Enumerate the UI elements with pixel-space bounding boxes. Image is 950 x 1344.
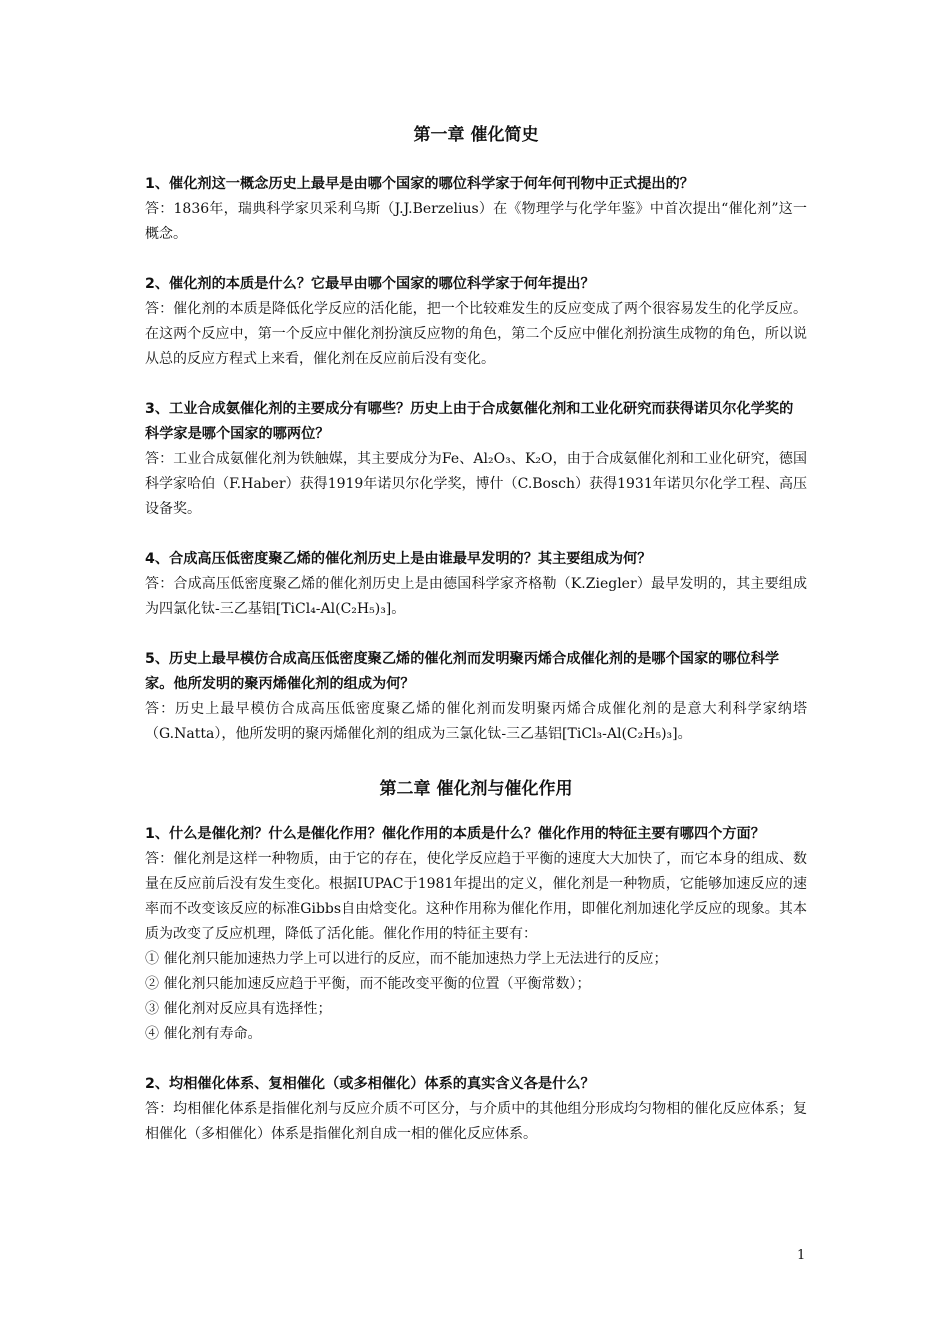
answer-3: 答：工业合成氨催化剂为铁触媒，其主要成分为Fe、Al₂O₃、K₂O，由于合成氨催化剂和工业化研究，德国科学家哈伯（F.Haber）获得1919年诺贝尔化学奖，博什（C.Bosch）获得1931年诺贝尔化学工程、高压设备奖。 — [145, 451, 807, 517]
feature-item-1: ① 催化剂只能加速热力学上可以进行的反应，而不能加速热力学上无法进行的反应； — [145, 951, 668, 967]
ch2-question-1: 1、什么是催化剂？什么是催化作用？催化作用的本质是什么？催化作用的特征主要有哪四个方面？ — [145, 826, 765, 842]
question-1: 1、催化剂这一概念历史上最早是由哪个国家的哪位科学家于何年何刊物中正式提出的？ — [145, 176, 694, 192]
feature-item-2: ② 催化剂只能加速反应趋于平衡，而不能改变平衡的位置（平衡常数）； — [145, 976, 591, 992]
answer-4: 答：合成高压低密度聚乙烯的催化剂历史上是由德国科学家齐格勒（K.Ziegler）最早发明的，其主要组成为四氯化钛-三乙基铝[TiCl₄-Al(C₂H₅)₃]。 — [145, 576, 807, 617]
question-3: 3、工业合成氨催化剂的主要成分有哪些？历史上由于合成氨催化剂和工业化研究而获得诺贝尔化学奖的科学家是哪个国家的哪两位？ — [145, 401, 794, 442]
ch2-question-2: 2、均相催化体系、复相催化（或多相催化）体系的真实含义各是什么？ — [145, 1076, 595, 1092]
ch2-answer-1: 答：催化剂是这样一种物质，由于它的存在，使化学反应趋于平衡的速度大大加快了，而它本身的组成、数量在反应前后没有发生变化。根据IUPAC于1981年提出的定义，催化剂是一种物质，它能够加速反应的速率而不改变该反应的标准Gibbs自由焓变化。这种作用称为催化作用，即催化剂加速化学反应的现象。其本质为改变了反应机理，降低了活化能。催化作用的特征主要有： — [145, 851, 807, 942]
answer-2: 答：催化剂的本质是降低化学反应的活化能，把一个比较难发生的反应变成了两个很容易发生的化学反应。在这两个反应中，第一个反应中催化剂扮演反应物的角色，第二个反应中催化剂扮演生成物的角色，所以说从总的反应方程式上来看，催化剂在反应前后没有变化。 — [145, 301, 807, 367]
ch2-qa-block-2 — [145, 1072, 807, 1147]
qa-block-3 — [145, 397, 807, 522]
answer-5: 答：历史上最早模仿合成高压低密度聚乙烯的催化剂而发明聚丙烯合成催化剂的是意大利科学家纳塔（G.Natta），他所发明的聚丙烯催化剂的组成为三氯化钛-三乙基铝[TiCl₃-Al(C₂H₅)₃]。 — [145, 701, 807, 742]
qa-block-5 — [145, 647, 807, 747]
chapter1-title: 第一章 催化简史 — [413, 125, 539, 145]
chapter2-title: 第二章 催化剂与催化作用 — [379, 779, 573, 799]
question-5: 5、历史上最早模仿合成高压低密度聚乙烯的催化剂而发明聚丙烯合成催化剂的是哪个国家的哪位科学家。他所发明的聚丙烯催化剂的组成为何？ — [145, 651, 780, 692]
qa-block-4 — [145, 547, 807, 622]
document-page — [145, 118, 807, 1172]
page-number: 1 — [797, 1248, 806, 1263]
ch2-answer-2: 答：均相催化体系是指催化剂与反应介质不可区分，与介质中的其他组分形成均匀物相的催化反应体系；复相催化（多相催化）体系是指催化剂自成一相的催化反应体系。 — [145, 1101, 807, 1142]
feature-item-3: ③ 催化剂对反应具有选择性； — [145, 1001, 332, 1017]
qa-block-2 — [145, 272, 807, 372]
question-4: 4、合成高压低密度聚乙烯的催化剂历史上是由谁最早发明的？其主要组成为何？ — [145, 551, 652, 567]
ch2-qa-block-1 — [145, 822, 807, 1047]
question-2: 2、催化剂的本质是什么？它最早由哪个国家的哪位科学家于何年提出？ — [145, 276, 595, 292]
answer-1: 答：1836年，瑞典科学家贝采利乌斯（J.J.Berzelius）在《物理学与化学年鉴》中首次提出“催化剂”这一概念。 — [145, 201, 807, 242]
qa-block-1 — [145, 172, 807, 247]
feature-item-4: ④ 催化剂有寿命。 — [145, 1026, 262, 1042]
